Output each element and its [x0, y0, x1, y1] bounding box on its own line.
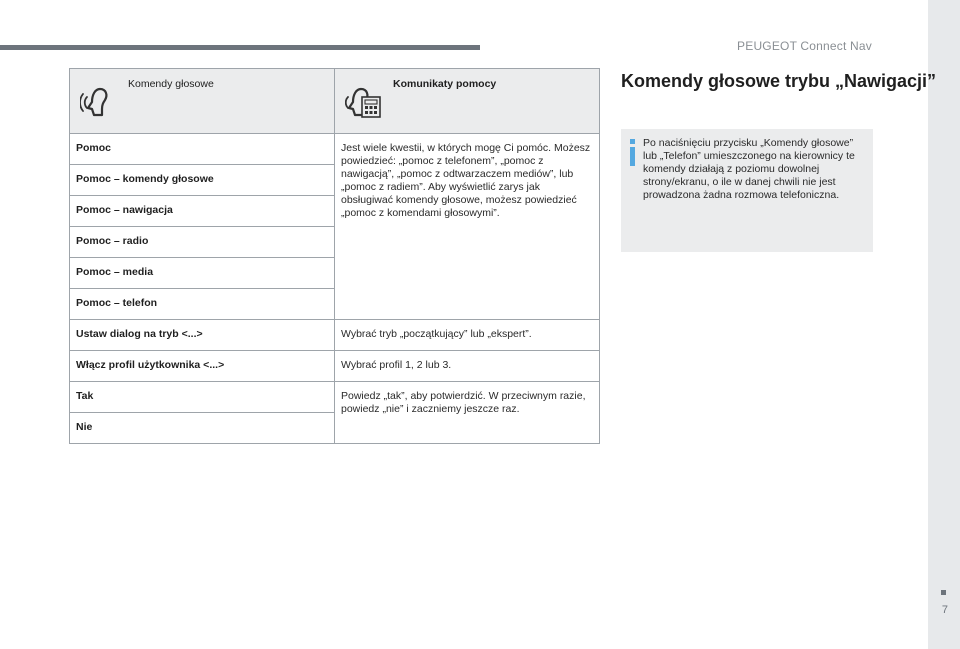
brand-header: PEUGEOT Connect Nav	[737, 39, 872, 53]
table-row	[70, 351, 600, 382]
help-tak-nie: Powiedz „tak”, aby potwierdzić. W przeciwnym razie, powiedz „nie” i zaczniemy jeszcze raz.	[335, 382, 600, 444]
command-tak: Tak	[70, 382, 335, 413]
help-ustaw-dialog: Wybrać tryb „początkujący” lub „ekspert”.	[335, 320, 600, 351]
command-pomoc-komendy: Pomoc – komendy głosowe	[70, 165, 335, 196]
command-pomoc-media: Pomoc – media	[70, 258, 335, 289]
help-pomoc: Jest wiele kwestii, w których mogę Ci pomóc. Możesz powiedzieć: „pomoc z telefonem”, „pomoc z nawigacją”, „pomoc z odtwarzaczem mediów”, lub „pomoc z radiem”. Aby wyświetlić zarys jak obsługiwać komendy głosowe, możesz powiedzieć „pomoc z komendami głosowymi”.	[335, 134, 600, 320]
help-wlacz-profil: Wybrać profil 1, 2 lub 3.	[335, 351, 600, 382]
side-bar	[928, 0, 960, 649]
section-title: Komendy głosowe trybu „Nawigacji”	[621, 71, 937, 91]
header-commands-label: Komendy głosowe	[128, 78, 214, 90]
table-header-row	[70, 69, 600, 134]
page-marker	[941, 590, 946, 595]
table-row	[70, 134, 600, 165]
command-ustaw-dialog: Ustaw dialog na tryb <...>	[70, 320, 335, 351]
header-cell-help	[335, 69, 600, 134]
voice-commands-table	[69, 68, 600, 444]
voice-help-icon	[345, 85, 381, 119]
table-row	[70, 320, 600, 351]
header-cell-commands	[70, 69, 335, 134]
voice-command-icon	[80, 85, 116, 119]
command-nie: Nie	[70, 413, 335, 444]
header-help-label: Komunikaty pomocy	[393, 78, 497, 90]
table-row	[70, 382, 600, 413]
page-number: 7	[941, 604, 948, 616]
info-icon	[629, 139, 637, 165]
command-pomoc-radio: Pomoc – radio	[70, 227, 335, 258]
top-rule	[0, 45, 480, 50]
command-pomoc-nawigacja: Pomoc – nawigacja	[70, 196, 335, 227]
info-text: Po naciśnięciu przycisku „Komendy głosowe” lub „Telefon” umieszczonego na kierownicy te komendy działają z poziomu dowolnej strony/ekranu, o ile w danej chwili nie jest prowadzona żadna rozmowa telefoniczna.	[643, 137, 855, 201]
command-wlacz-profil: Włącz profil użytkownika <...>	[70, 351, 335, 382]
command-pomoc: Pomoc	[70, 134, 335, 165]
command-pomoc-telefon: Pomoc – telefon	[70, 289, 335, 320]
info-box	[621, 129, 873, 252]
